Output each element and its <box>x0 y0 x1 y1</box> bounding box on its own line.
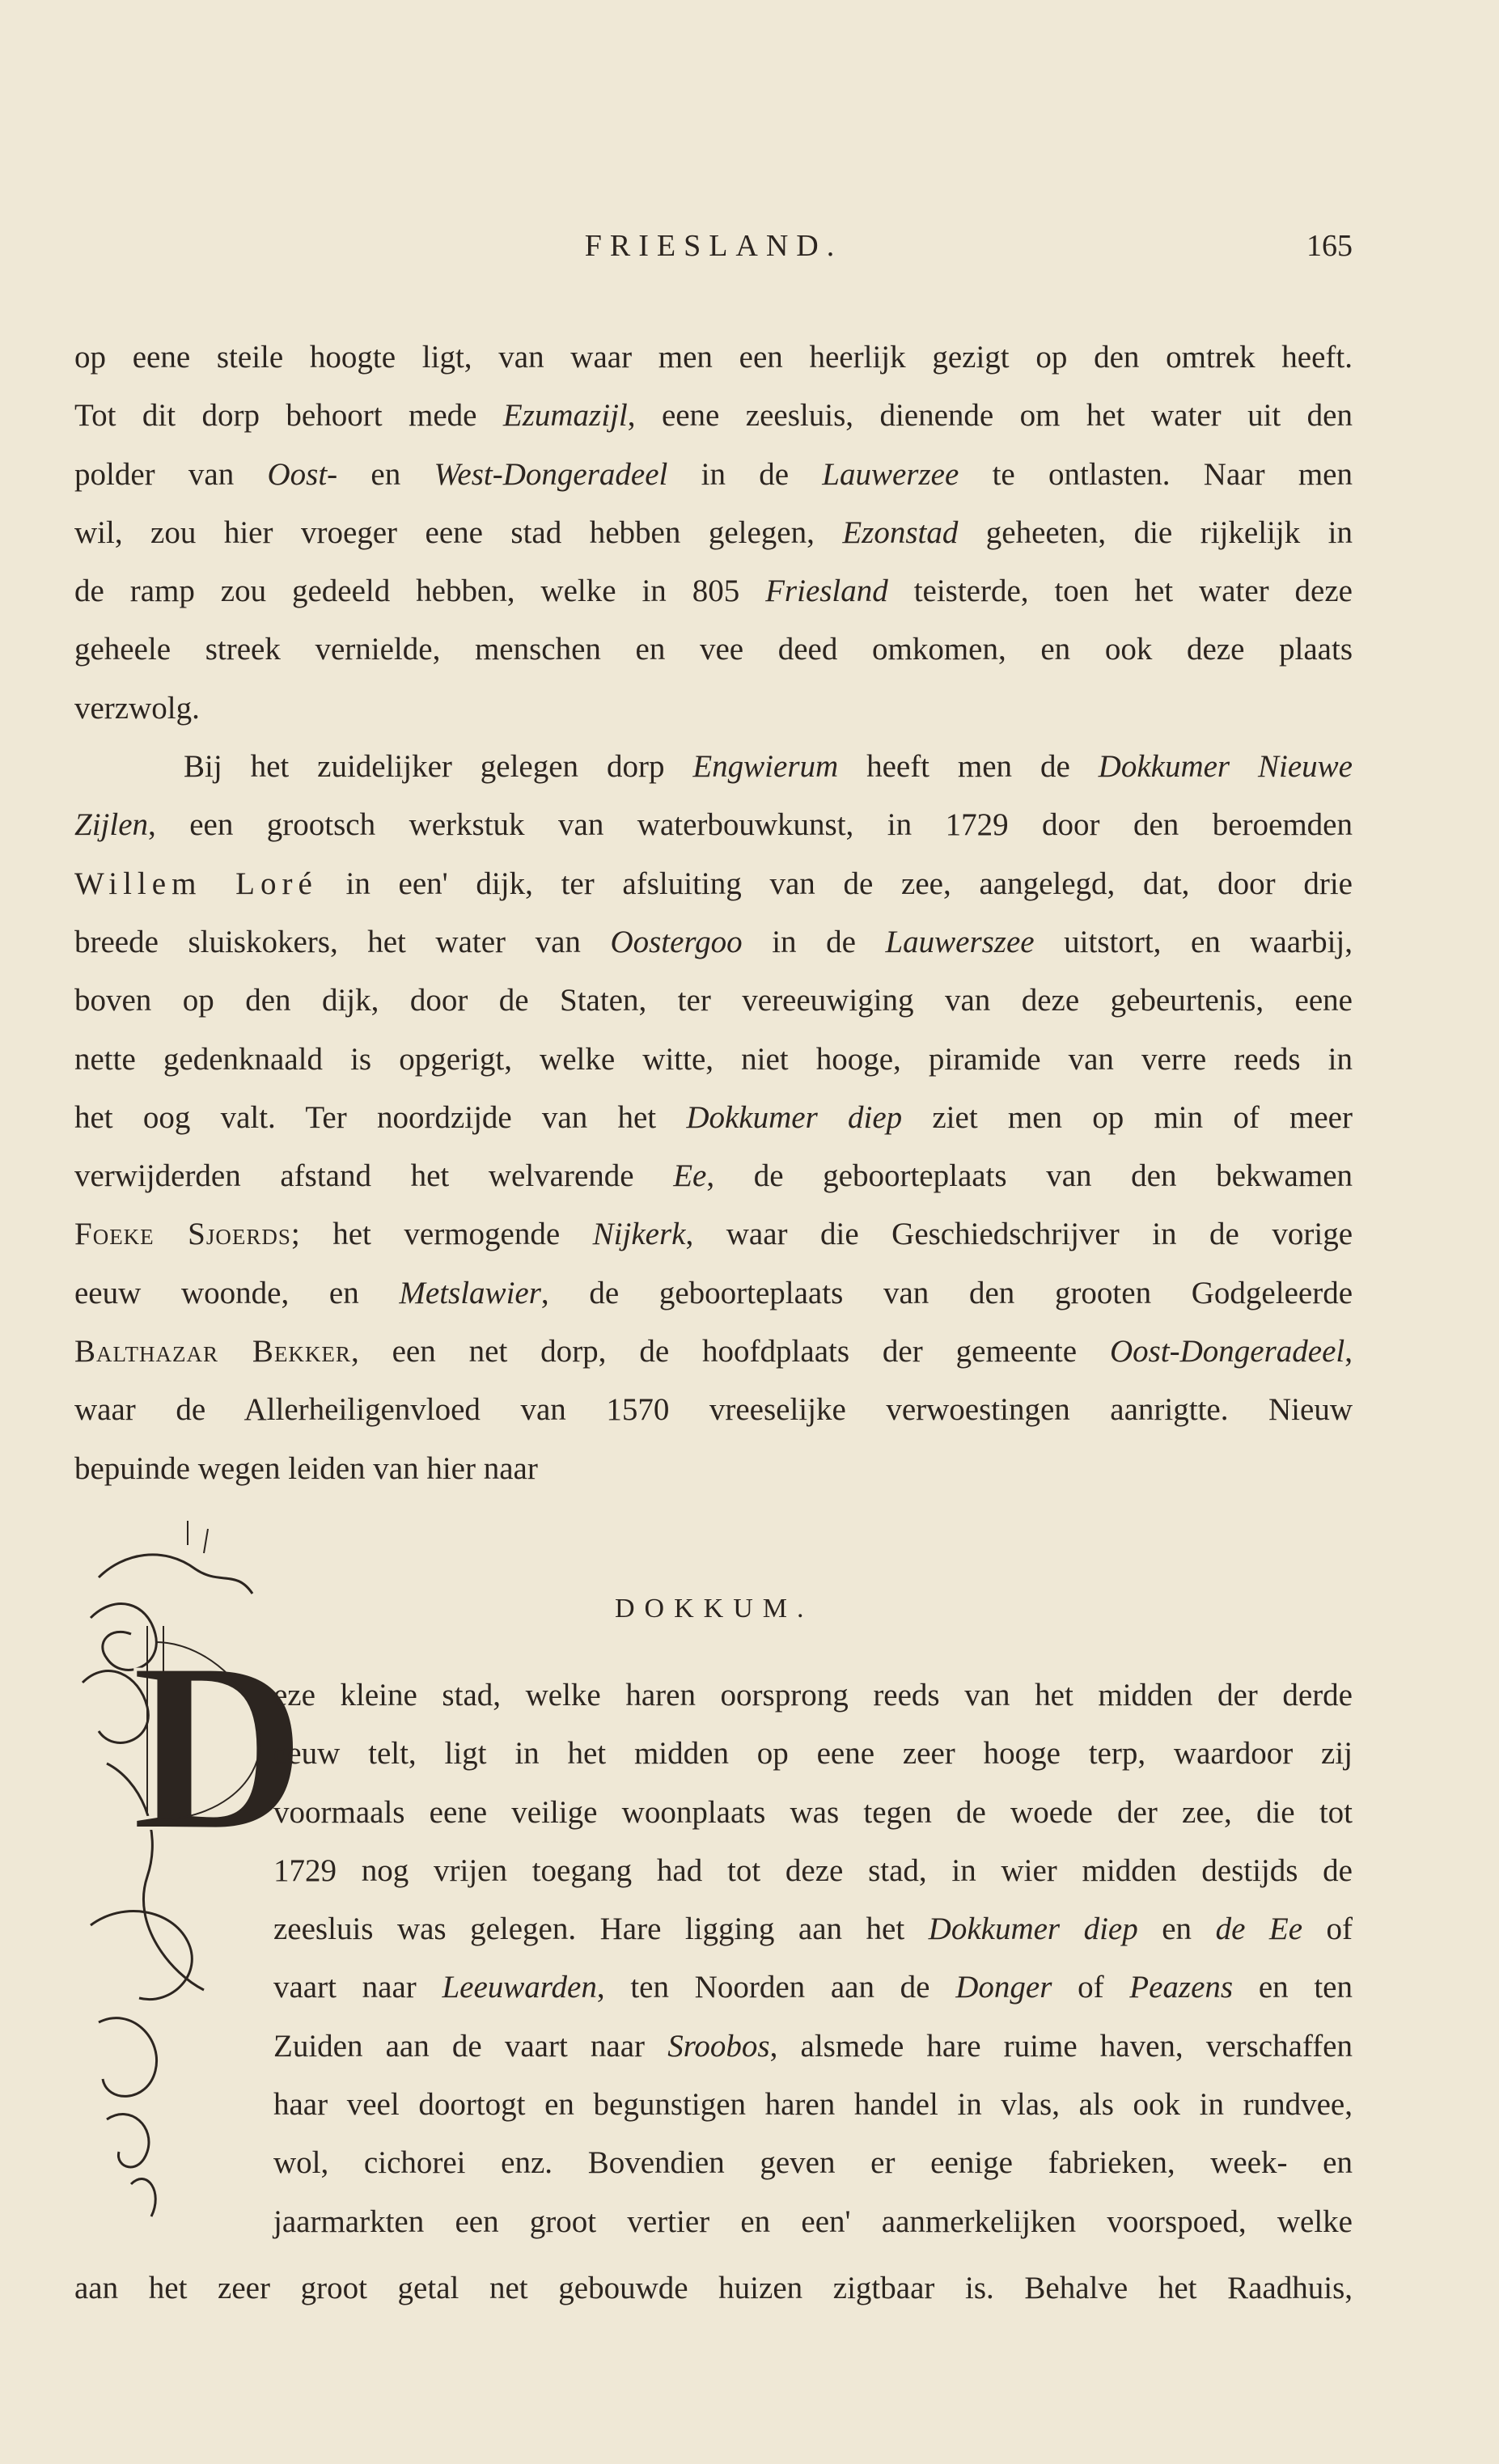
text-line: Zuiden aan de vaart naar Sroobos, alsmede hare ruime haven, verschaffen <box>273 2028 1353 2064</box>
text-line: Zijlen, een grootsch werkstuk van waterbouwkunst, in 1729 door den beroemden <box>74 807 1353 843</box>
text-line: op eene steile hoogte ligt, van waar men een heerlijk gezigt op den omtrek heeft. <box>74 340 1353 375</box>
body-text <box>74 328 1353 1498</box>
text-line: wil, zou hier vroeger eene stad hebben gelegen, Ezonstad geheeten, die rijkelijk in <box>74 514 1353 550</box>
text-line: haar veel doortogt en begunstigen haren handel in vlas, als ook in rundvee, <box>273 2087 1353 2123</box>
text-line: eeuw telt, ligt in het midden op eene zeer hooge terp, waardoor zij <box>273 1736 1353 1772</box>
text-line: nette gedenknaald is opgerigt, welke witte, niet hooge, piramide van verre reeds in <box>74 1041 1353 1077</box>
text-line: waar de Allerheiligenvloed van 1570 vreeselijke verwoestingen aanrigtte. Nieuw <box>74 1392 1353 1428</box>
text-line: eeuw woonde, en Metslawier, de geboorteplaats van den grooten Godgeleerde <box>74 1275 1353 1310</box>
text-line: zeesluis was gelegen. Hare ligging aan het Dokkumer diep en de Ee of <box>273 1912 1353 1947</box>
text-line: wol, cichorei enz. Bovendien geven er eenige fabrieken, week- en <box>273 2145 1353 2181</box>
text-line: boven op den dijk, door de Staten, ter vereeuwiging van deze gebeurtenis, eene <box>74 983 1353 1018</box>
text-line: 1729 nog vrijen toegang had tot deze stad, in wier midden destijds de <box>273 1852 1353 1888</box>
ornamental-initial-d-icon <box>74 1521 307 2233</box>
text-line: voormaals eene veilige woonplaats was tegen de woede der zee, die tot <box>273 1794 1353 1830</box>
text-line: jaarmarkten een groot vertier en een' aanmerkelijken voorspoed, welke <box>273 2204 1353 2239</box>
initial-ornament-svg <box>74 1521 307 2233</box>
continuation-paragraph <box>74 2259 1353 2318</box>
running-header <box>74 228 1353 269</box>
text-line: breede sluiskokers, het water van Oostergoo in de Lauwerszee uitstort, en waarbij, <box>74 924 1353 959</box>
text-line: de ramp zou gedeeld hebben, welke in 805 Friesland teisterde, toen het water deze <box>74 574 1353 609</box>
page-number: 165 <box>1306 229 1353 263</box>
running-title: FRIESLAND. <box>584 229 843 263</box>
text-line: Willem Loré in een' dijk, ter afsluiting van de zee, aangelegd, dat, door drie <box>74 866 1353 901</box>
text-line: Foeke Sjoerds; het vermogende Nijkerk, waar die Geschiedschrijver in de vorige <box>74 1217 1353 1252</box>
text-line: verwijderden afstand het welvarende Ee, de geboorteplaats van den bekwamen <box>74 1158 1353 1194</box>
initial-paragraph <box>273 1666 1353 2251</box>
text-line: eze kleine stad, welke haren oorsprong reeds van het midden der derde <box>273 1678 1353 1713</box>
scroll-top-icon <box>99 1555 252 1594</box>
text-line: verzwolg. <box>74 690 200 726</box>
text-line: Balthazar Bekker, een net dorp, de hoofdplaats der gemeente Oost-Dongeradeel, <box>74 1334 1353 1370</box>
initial-letter: D <box>131 1612 307 1881</box>
text-line: bepuinde wegen leiden van hier naar <box>74 1450 538 1486</box>
text-line: geheele streek vernielde, menschen en vee deed omkomen, en ook deze plaats <box>74 632 1353 667</box>
section-heading: DOKKUM. <box>615 1594 814 1624</box>
text-line: polder van Oost- en West-Dongeradeel in de Lauwerzee te ontlasten. Naar men <box>74 456 1353 492</box>
text-line: Tot dit dorp behoort mede Ezumazijl, eene zeesluis, dienende om het water uit den <box>74 398 1353 434</box>
text-line: het oog valt. Ter noordzijde van het Dokkumer diep ziet men op min of meer <box>74 1099 1353 1135</box>
text-line: aan het zeer groot getal net gebouwde huizen zigtbaar is. Behalve het Raadhuis, <box>74 2271 1353 2305</box>
text-line: vaart naar Leeuwarden, ten Noorden aan de Donger of Peazens en ten <box>273 1970 1353 2005</box>
text-line: Bij het zuidelijker gelegen dorp Engwierum heeft men de Dokkumer Nieuwe <box>184 749 1353 785</box>
